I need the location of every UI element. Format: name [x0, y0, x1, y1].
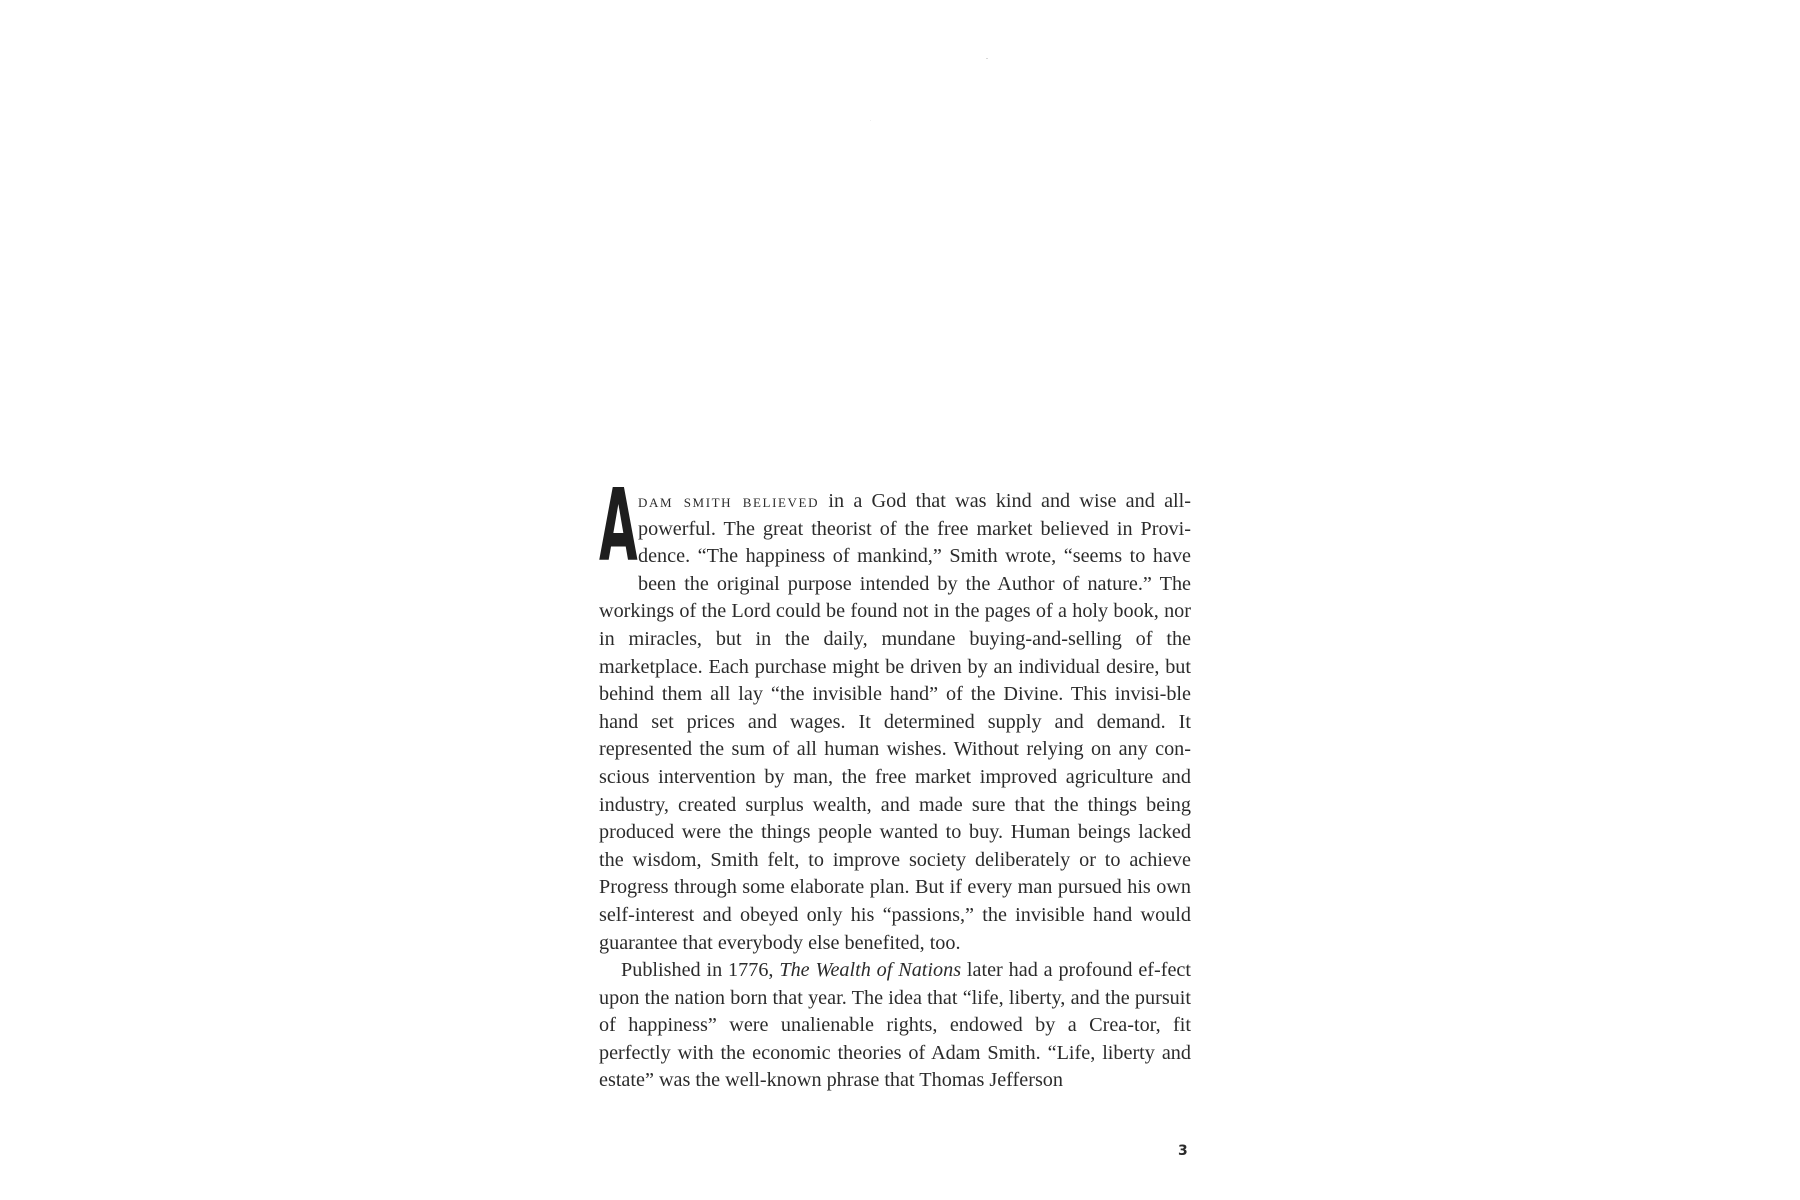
scan-speck — [986, 58, 988, 59]
drop-cap-container — [599, 467, 637, 584]
paragraph-2-lead: Published in 1776, — [621, 959, 780, 982]
paragraph-2-body: later had a profound ef-fect upon the nation born that year. The idea that “life, liberty, and the pursuit of happiness” were unalienable rights, endowed by a Crea-tor, fit perfectly with the economic theories of Adam Smith. “Life, liberty and estate” was the well-known phrase that Thomas Jefferson — [599, 959, 1191, 1092]
paragraph-2 — [599, 957, 1191, 1095]
scan-speck — [870, 120, 871, 121]
book-title: The Wealth of Nations — [779, 959, 962, 982]
paragraph-1 — [599, 467, 1191, 957]
small-caps-lead: dam smith believed — [638, 491, 820, 512]
body-text — [599, 467, 1191, 1095]
drop-cap: A — [599, 467, 637, 584]
page-number: 3 — [1178, 1143, 1188, 1159]
paragraph-1-body: in a God that was kind and wise and all-powerful. The great theorist of the free market believed in Provi-dence. “The happiness of mankind,” Smith wrote, “seems to have been the original purpose intended by the Author of nature.” The workings of the Lord could be found not in the pages of a holy book, nor in miracles, but in the daily, mundane buying-and-selling of the marketplace. Each purchase might be driven by an individual desire, but behind them all lay “the invisible hand” of the Divine. This invisi-ble hand set prices and wages. It determined supply and demand. It represented the sum of all human wishes. Without relying on any con-scious intervention by man, the free market improved agriculture and industry, created surplus wealth, and made sure that the things being produced were the things people wanted to buy. Human beings lacked the wisdom, Smith felt, to improve society deliberately or to achieve Progress through some elaborate plan. But if every man pursued his own self-interest and obeyed only his “passions,” the invisible hand would guarantee that everybody else benefited, too. — [599, 490, 1191, 954]
